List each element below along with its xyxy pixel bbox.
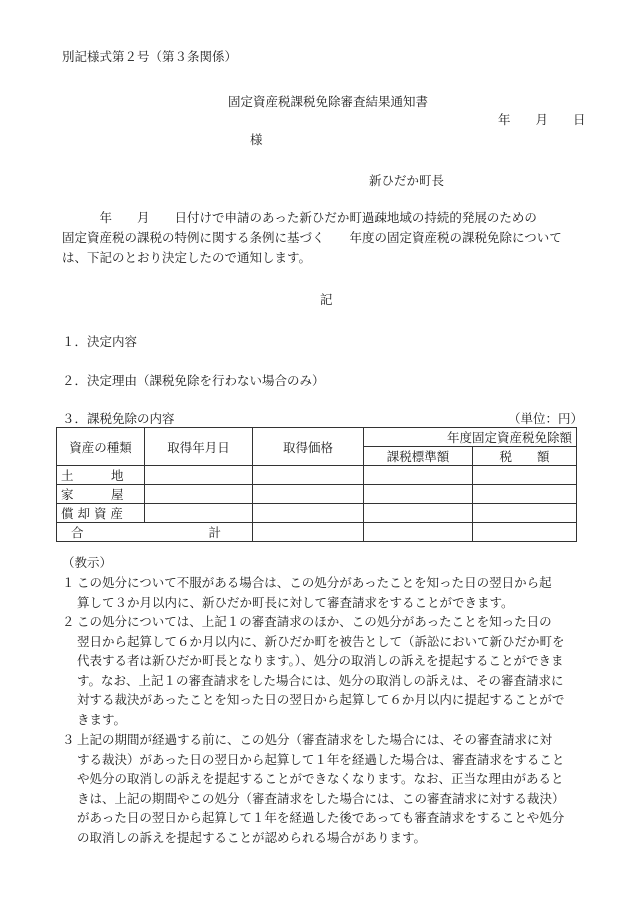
note-line: の取消しの訴えを提起することが認められる場合があります。: [77, 829, 427, 845]
note-line: す。なお、上記１の審査請求をした場合には、処分の取消しの訴えは、その審査請求に: [77, 672, 564, 688]
note-line: この処分については、上記１の審査請求のほか、この処分があったことを知った日の: [77, 614, 552, 629]
sender-mayor: 新ひだか町長: [369, 173, 445, 188]
header-asset-type: 資産の種類: [57, 428, 145, 466]
note-item: [62, 573, 602, 612]
table-row: [57, 485, 577, 504]
date-line: 年 月 日: [498, 112, 586, 127]
section-decision: １．決定内容: [62, 334, 138, 349]
header-acquired-date: 取得年月日: [145, 428, 253, 466]
note-line: 対する裁決があったことを知った日の翌日から起算して６か月以内に提起することがで: [77, 692, 565, 707]
intro-paragraph: [62, 208, 592, 268]
note-line: 上記の期間が経過する前に、この処分（審査請求をした場合には、その審査請求に対: [77, 732, 553, 747]
addressee-suffix: 様: [250, 132, 263, 147]
note-item: [62, 612, 602, 729]
table-cell: [253, 523, 364, 542]
document-title: 固定資産税課税免除審査結果通知書: [228, 94, 429, 109]
intro-line: は、下記のとおり決定したので通知します。: [62, 250, 312, 265]
note-number: ２: [62, 614, 75, 629]
header-tax-base: 課税標準額: [364, 447, 473, 466]
intro-line: 固定資産税の課税の特例に関する条例に基づく 年度の固定資産税の課税免除について: [62, 230, 562, 245]
row-label-depreciable-assets: 償 却 資 産: [57, 504, 145, 523]
table-cell: [145, 485, 253, 504]
note-line: 代表する者は新ひだか町長となります。）、処分の取消しの訴えを提起することができま: [77, 653, 564, 668]
table-row: [57, 523, 577, 542]
form-label: 別記様式第２号（第３条関係）: [62, 49, 238, 64]
ki-heading: 記: [320, 292, 333, 307]
row-label-total: 合 計: [57, 523, 253, 542]
table-cell: [364, 485, 473, 504]
intro-line: 年 月 日付けで申請のあった新ひだか町過疎地域の持続的発展のための: [62, 210, 537, 225]
row-label-house: 家 屋: [57, 485, 145, 504]
table-row: [57, 504, 577, 523]
note-line: する裁決）があった日の翌日から起算して１年を経過した場合は、審査請求をすること: [77, 751, 565, 767]
table-header-row: [57, 428, 577, 447]
note-line: きます。: [77, 711, 127, 727]
note-line: があった日の翌日から起算して１年を経過した後であっても審査請求をすることや処分: [77, 810, 565, 825]
table-cell: [473, 504, 577, 523]
table-cell: [364, 466, 473, 485]
table-row: [57, 466, 577, 485]
section-exemption: ３．課税免除の内容: [62, 411, 175, 426]
header-acquired-price: 取得価格: [253, 428, 364, 466]
header-exemption-amount: 年度固定資産税免除額: [364, 428, 577, 447]
table-cell: [145, 466, 253, 485]
note-number: ３: [62, 732, 75, 747]
table-cell: [145, 504, 253, 523]
row-label-land: 土 地: [57, 466, 145, 485]
table-cell: [364, 504, 473, 523]
table-cell: [473, 523, 577, 542]
note-line: 翌日から起算して６か月以内に、新ひだか町を被告として（訴訟において新ひだか町を: [77, 633, 565, 649]
note-number: １: [62, 575, 75, 590]
note-line: や処分の取消しの訴えを提起することができなくなります。なお、正当な理由があると: [77, 771, 564, 786]
unit-label: （単位：円）: [508, 411, 584, 426]
note-line: 算して３か月以内に、新ひだか町長に対して審査請求をすることができます。: [77, 594, 514, 610]
table-cell: [253, 466, 364, 485]
kyouji-label: （教示）: [62, 555, 113, 570]
table-cell: [364, 523, 473, 542]
note-item: [62, 730, 602, 847]
table-cell: [473, 485, 577, 504]
header-tax: 税 額: [473, 447, 577, 466]
note-line: きは、上記の期間やこの処分（審査請求をした場合には、この審査請求に対する裁決）: [77, 790, 565, 806]
table-cell: [253, 485, 364, 504]
table-cell: [473, 466, 577, 485]
note-line: この処分について不服がある場合は、この処分があったことを知った日の翌日から起: [77, 575, 552, 590]
section-reason: ２．決定理由（課税免除を行わない場合のみ）: [62, 373, 325, 388]
exemption-table: [56, 427, 577, 542]
table-cell: [253, 504, 364, 523]
